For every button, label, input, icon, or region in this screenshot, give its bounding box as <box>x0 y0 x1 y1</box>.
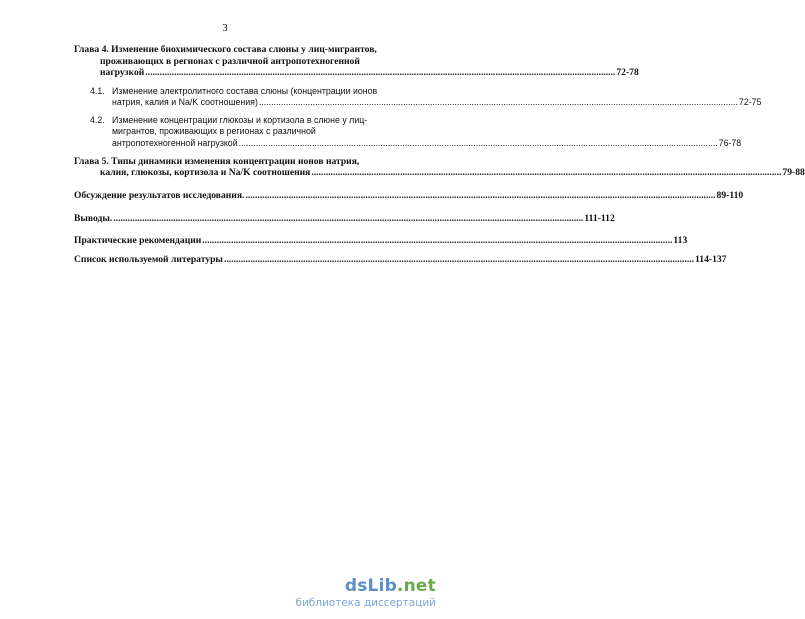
page-number: 3 <box>222 22 228 34</box>
toc-entry-section-4-2[interactable] <box>74 115 742 149</box>
dot-leader <box>145 67 615 79</box>
dot-leader <box>239 138 718 149</box>
toc-entry-recommendations[interactable] <box>74 235 688 247</box>
site-tagline: библиотека диссертаций <box>295 597 436 609</box>
toc-entry-line: проживающих в регионах с различной антропотехногенной <box>100 55 360 67</box>
dot-leader <box>202 235 672 247</box>
toc-entry-title: калия, глюкозы, кортизола и Na/K соотношения <box>100 167 311 179</box>
toc-page-range: 114-137 <box>695 253 727 265</box>
dot-leader <box>113 213 583 225</box>
site-logo: dsLib.net <box>344 576 436 596</box>
toc-page-range: 79-88 <box>782 167 805 179</box>
dot-leader <box>224 254 694 266</box>
toc-entry-line: Глава 4. Изменение биохимического состава слюны у лиц-мигрантов, <box>74 44 377 55</box>
toc-entry-title: антропотехногенной нагрузкой <box>112 137 238 148</box>
toc-entry-references[interactable] <box>74 253 727 266</box>
toc-entry-chapter-4[interactable] <box>74 44 639 79</box>
toc-entry-title: нагрузкой <box>100 67 145 79</box>
toc-page-range: 72-75 <box>738 96 762 107</box>
toc-entry-line: Изменение электролитного состава слюны (концентрации ионов <box>112 85 378 96</box>
dot-leader <box>245 190 715 202</box>
toc-page-range: 113 <box>673 235 688 247</box>
section-number: 4.1. <box>90 85 105 96</box>
toc-page-range: 76-78 <box>718 137 742 148</box>
toc-entry-title: натрия, калия и Na/K соотношения) <box>112 96 258 107</box>
toc-entry-title: Список используемой литературы <box>74 253 223 265</box>
table-of-contents <box>74 44 805 272</box>
toc-entry-section-4-1[interactable] <box>74 85 762 108</box>
section-number: 4.2. <box>90 115 105 126</box>
toc-entry-chapter-5[interactable] <box>74 155 805 179</box>
watermark[interactable] <box>295 576 436 609</box>
toc-entry-title: Выводы. <box>74 212 113 224</box>
toc-entry-line: мигрантов, проживающих в регионах с различной <box>112 126 316 137</box>
toc-entry-discussion[interactable] <box>74 189 744 202</box>
toc-entry-conclusions[interactable] <box>74 212 615 225</box>
toc-page-range: 89-110 <box>716 189 744 201</box>
toc-entry-line: Изменение концентрации глюкозы и кортизола в слюне у лиц- <box>112 115 368 126</box>
toc-entry-line: Глава 5. Типы динамики изменения концентрации ионов натрия, <box>74 155 360 167</box>
dot-leader <box>311 167 781 179</box>
toc-entry-title: Обсуждение результатов исследования. <box>74 189 245 201</box>
toc-page-range: 111-112 <box>584 212 615 224</box>
dot-leader <box>259 97 738 108</box>
toc-page-range: 72-78 <box>616 67 639 79</box>
toc-entry-title: Практические рекомендации <box>74 235 202 247</box>
